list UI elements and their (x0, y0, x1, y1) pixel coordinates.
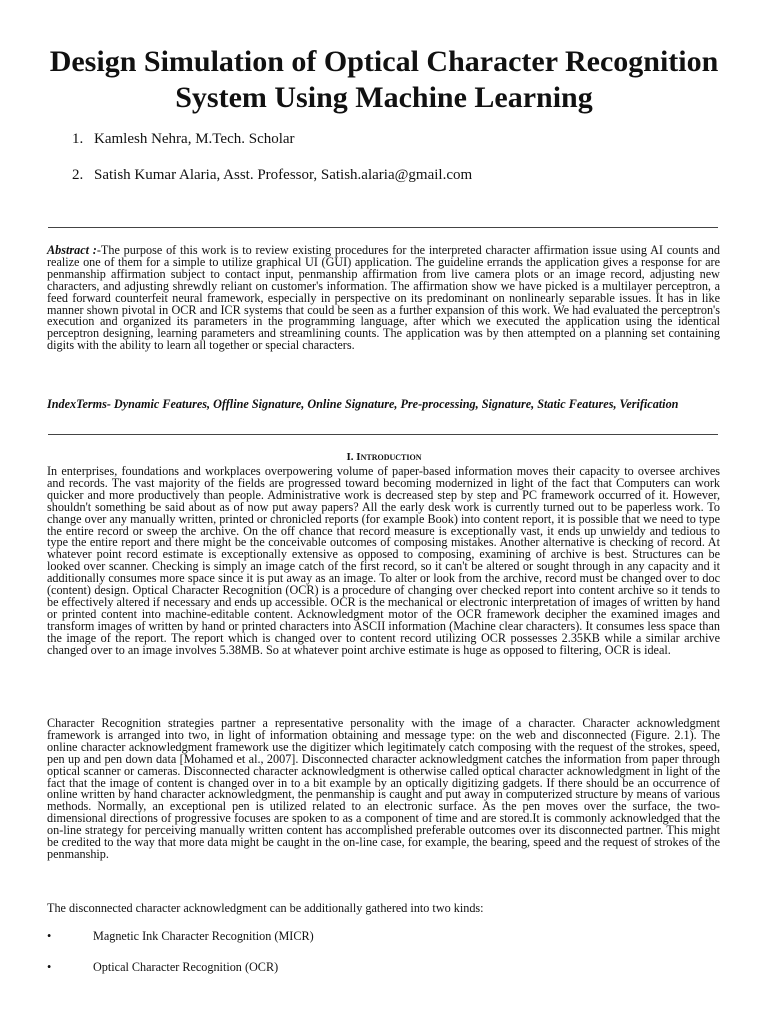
intro-paragraph-1: In enterprises, foundations and workplaces overpowering volume of paper-based information moves their capacity to oversee archives and records. The vast majority of the fields are progressed toward becoming modernized in light of the fact that Computers can work quicker and more productively than people. Administrative work is decreased step by step and PC framework occurred of it. However, shouldn't something be said about as of now put away papers? All the early desk work is currently turned out to be paperless work. To change over any manually written, printed or chronicled reports (for example Book) into content report, it is possible that we need to type the entire record or sweep the archive. On the off chance that record measure is exceptionally vast, it ends up unwieldy and tedious to type the entire report and there might be the conceivable outcomes of composing mistakes. Another alternative is checking of record. At whatever point record estimate is exceptionally extensive as opposed to composing, examining of archive is best. Structures can be looked over scanner. Checking is simply an image catch of the first record, so it can't be altered or sought through in any capacity and it additionally consumes more space since it is put away as an image. To alter or look from the archive, record must be changed over to doc (content) design. Optical Character Recognition (OCR) is a procedure of changing over checked report into content archive so it tends to be effectively altered if necessary and ends up accessible. OCR is the mechanical or electronic interpretation of images of written by hand or printed content into machine-editable content. Acknowledgment motor of the OCR framework decipher the examined images and transform images of written by hand or printed characters into ASCII information (Machine clear characters). It consumes less space than the image of the report. The report which is changed over to content record utilizing OCR possesses 2.35KB while a similar archive changed over to an image involves 5.38MB. So at whatever point archive estimate is huge as opposed to filtering, OCR is ideal. (47, 464, 720, 657)
bullet-text: Optical Character Recognition (OCR) (93, 960, 279, 974)
intro-paragraph-3: The disconnected character acknowledgment can be additionally gathered into two kinds: (47, 901, 484, 915)
author-1-text: Kamlesh Nehra, M.Tech. Scholar (94, 131, 295, 147)
author-2 (72, 164, 472, 186)
abstract (47, 245, 720, 352)
section-title-rest: NTRODUCTION (360, 453, 422, 462)
section-title-initial: I (356, 451, 361, 463)
paper-title: Design Simulation of Optical Character Recognition System Using Machine Learning (49, 45, 719, 114)
separator-rule-bottom (48, 434, 718, 435)
author-1-number: 1. (72, 131, 84, 147)
index-terms: IndexTerms- Dynamic Features, Offline Signature, Online Signature, Pre-processing, Signature, Static Features, Verification (47, 397, 679, 411)
bullet-text: Magnetic Ink Character Recognition (MICR) (93, 929, 314, 943)
author-2-number: 2. (72, 167, 84, 183)
author-2-text: Satish Kumar Alaria, Asst. Professor, Satish.alaria@gmail.com (94, 167, 473, 183)
author-1 (72, 128, 295, 150)
section-number: I. (346, 451, 354, 463)
bullet-symbol: • (47, 929, 52, 943)
section-heading (0, 451, 768, 464)
bullet-symbol: • (47, 960, 52, 974)
intro-paragraph-2: Character Recognition strategies partner a representative personality with the image of a character. Character acknowledgment framework is arranged into two, in light of information obtaining and message type: on the web and disconnected (Figure. 2.1). The online character acknowledgment framework use the digitizer which legitimately catch composing with the request of the strokes, speed, pen up and pen down data [Mohamed et al., 2007]. Disconnected character acknowledgment catches the information from paper through optical scanner or cameras. Disconnected character acknowledgment is otherwise called optical character acknowledgment in light of the fact that the image of content is changed over in to a bit example by an optically digitizing gadgets. If there should be an occurrence of online written by hand character acknowledgment, the penmanship is caught and put away in computerized structure by means of various methods. Normally, an exceptional pen is utilized related to an electronic surface. As the pen moves over the surface, the two-dimensional directions of progressive focuses are spoken to as a component of time and are stored.It is commonly acknowledged that the on-line strategy for perceiving manually written content has accomplished preferable outcomes over its disconnected partner. This might be credited to the way that more data might be caught in the on-line case, for example, the bearing, speed and the request of strokes of the penmanship. (47, 716, 720, 861)
abstract-text: -The purpose of this work is to review existing procedures for the interpreted character affirmation issue using AI counts and realize one of them for a simple to utilize graphical UI (GUI) application. The guideline errands the application gives a response for are penmanship affirmation subject to contact input, penmanship affirmation from live camera plots or an image record, adjusting new characters, and adjusting shrewdly reliant on customer's information. The affirmation show we have picked is a multilayer perceptron, a feed forward counterfeit neural framework, especially in perspective on its predominant on nonlinearly separable issues. It has in like manner shown pivotal in OCR and ICR systems that could be seen as a further expansion of this work. We had evaluated the perceptron's execution and organized its parameters in the programming language, after which we executed the application using the identical perceptron designing, learning parameters and streamlining counts. The application was by then attempted on a planning set containing digits with the ability to learn all together or special characters. (47, 243, 720, 353)
abstract-label: Abstract : (47, 243, 97, 257)
separator-rule-top (48, 227, 718, 228)
